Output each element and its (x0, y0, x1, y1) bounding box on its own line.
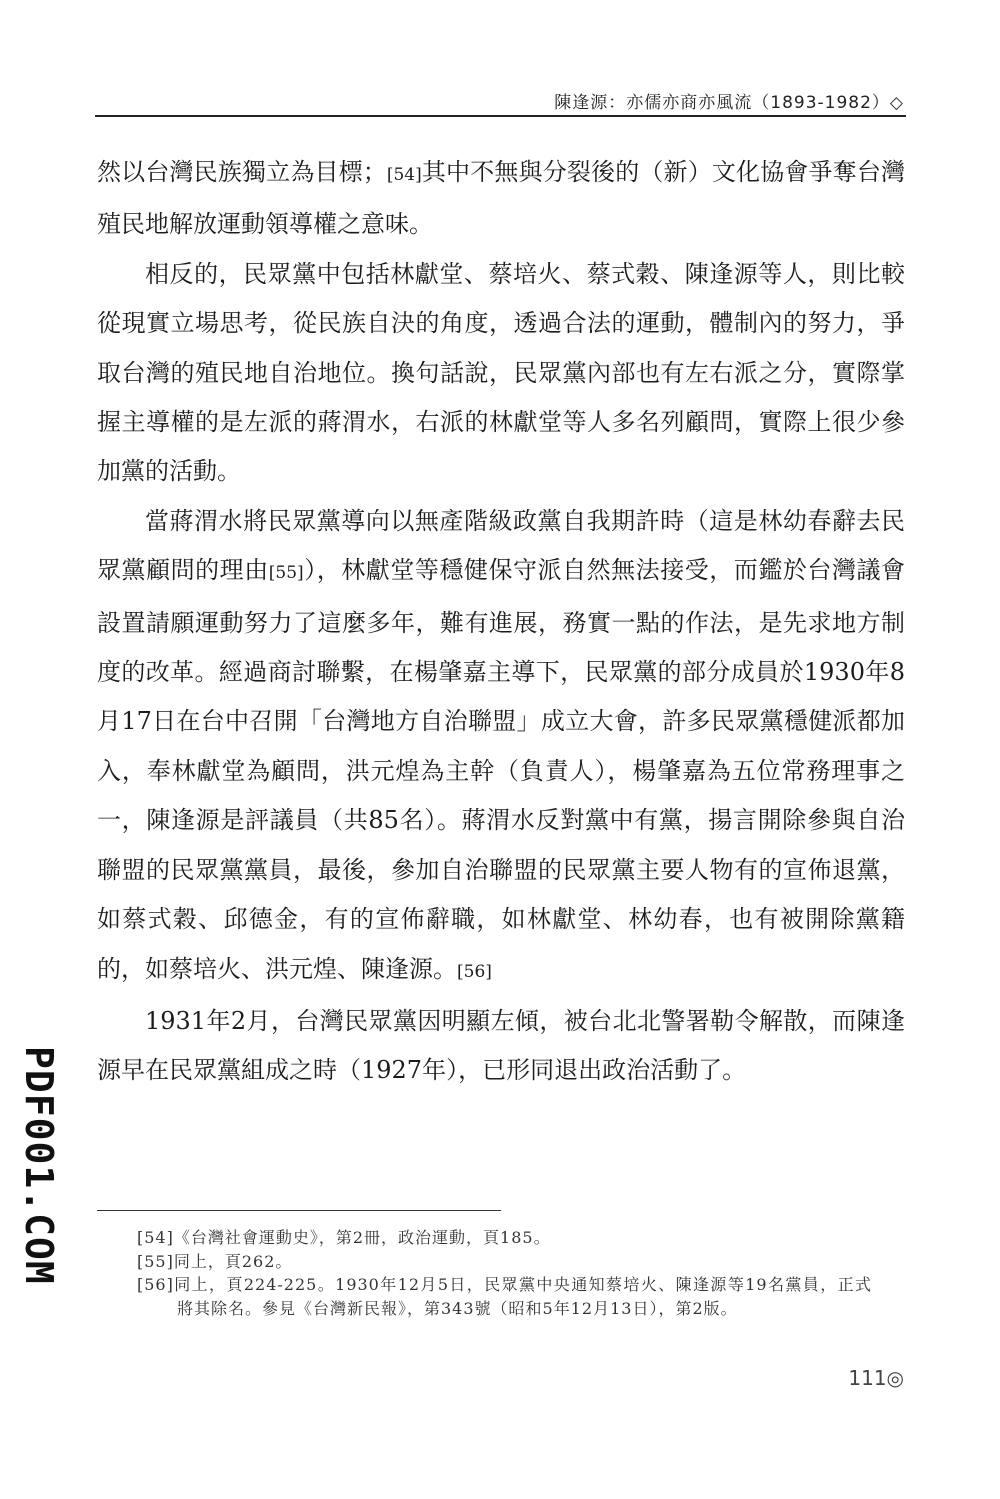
watermark: PDF001.COM (17, 1046, 61, 1285)
footnote-54: [54]《台灣社會運動史》，第2冊，政治運動，頁185。 (137, 1228, 551, 1247)
footnote-56: [56]同上，頁224-225。1930年12月5日，民眾黨中央通知蔡培火、陳逢源等19名黨員，正式將其除名。參見《台灣新民報》，第343號（昭和5年12月13日），第2版。 (137, 1275, 872, 1318)
paragraph-1 (97, 148, 905, 250)
paragraph-3-text-a: 當蔣渭水將民眾黨導向以無產階級政黨自我期許時（這是林幼春辭去民眾黨顧問的理由 (97, 506, 905, 585)
paragraph-2: 相反的，民眾黨中包括林獻堂、蔡培火、蔡式穀、陳逢源等人，則比較從現實立場思考，從民族自決的角度，透過合法的運動，體制內的努力，爭取台灣的殖民地自治地位。換句話說，民眾黨內部也有左右派之分，實際掌握主導權的是左派的蔣渭水，右派的林獻堂等人多名列顧問，實際上很少參加黨的活動。 (97, 259, 905, 486)
body-text (97, 148, 905, 1096)
footnote-rule (97, 1210, 501, 1211)
running-header: 陳逢源：亦儒亦商亦風流（1893-1982）◇ (554, 93, 904, 113)
paragraph-4: 1931年2月，台灣民眾黨因明顯左傾，被台北北警署勒令解散，而陳逢源早在民眾黨組成之時（1927年），已形同退出政治活動了。 (97, 1006, 905, 1085)
paragraph-3-text-b: ），林獻堂等穩健保守派自然無法接受，而鑑於台灣議會設置請願運動努力了這麼多年，難有進展，務實一點的作法，是先求地方制度的改革。經過商討聯繫，在楊肇嘉主導下，民眾黨的部分成員於1930年8月17日在台中召開「台灣地方自治聯盟」成立大會，許多民眾黨穩健派都加入，奉林獻堂為顧問，洪元煌為主幹（負責人），楊肇嘉為五位常務理事之一，陳逢源是評議員（共85名）。蔣渭水反對黨中有黨，揚言開除參與自治聯盟的民眾黨黨員，最後，參加自治聯盟的民眾黨主要人物有的宣佈退黨，如蔡式穀、邱德金，有的宣佈辭職，如林獻堂、林幼春，也有被開除黨籍的，如蔡培火、洪元煌、陳逢源。 (97, 556, 906, 983)
footnote-ref-56[interactable]: [56] (457, 961, 492, 982)
paragraph-3 (97, 497, 905, 997)
paragraph-1-text-b: 其中不無與分裂後的（新）文化協會爭奪台灣殖民地解放運動領導權之意味。 (97, 158, 906, 239)
footnotes (137, 1226, 872, 1320)
footnote-ref-54[interactable]: [54] (386, 165, 422, 185)
paragraph-1-text-a: 然以台灣民族獨立為目標； (97, 158, 387, 186)
footnote-55: [55]同上，頁262。 (137, 1251, 293, 1271)
header-rule (95, 115, 906, 117)
page-number: 111◎ (848, 1366, 904, 1390)
footnote-ref-55[interactable]: [55] (268, 563, 304, 584)
